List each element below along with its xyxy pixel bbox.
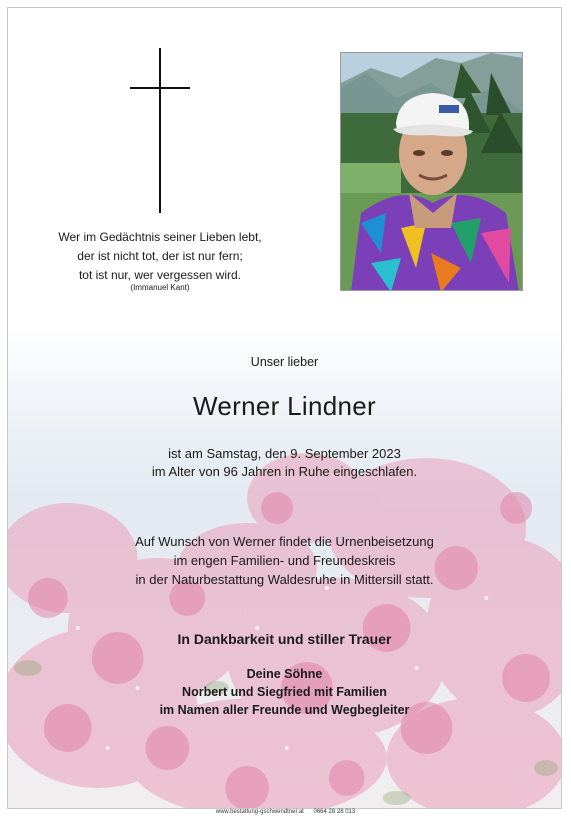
intro-text: Unser lieber <box>250 355 319 369</box>
footer <box>0 809 571 815</box>
quote-line: Wer im Gedächtnis seiner Lieben lebt, <box>58 230 262 244</box>
quote-line: der ist nicht tot, der ist nur fern; <box>77 249 243 263</box>
funeral-info-line: Auf Wunsch von Werner findet die Urnenbeisetzung <box>135 534 434 549</box>
footer-phone: 0664 28 28 013 <box>313 809 356 815</box>
quote-line: tot ist nur, wer vergessen wird. <box>78 268 242 282</box>
obituary-card <box>7 7 562 809</box>
cross-icon <box>130 48 190 213</box>
footer-website[interactable]: www.bestattung-gschwendtner.at <box>215 809 304 815</box>
funeral-info-line: im engen Familien- und Freundeskreis <box>173 553 396 568</box>
quote <box>38 228 282 285</box>
death-notice-line: im Alter von 96 Jahren in Ruhe eingeschlafen. <box>151 464 418 479</box>
deceased-name: Werner Lindner <box>193 391 376 421</box>
funeral-info-line: in der Naturbestattung Waldesruhe in Mittersill statt. <box>135 572 434 587</box>
quote-author: (Immanuel Kant) <box>130 283 190 292</box>
portrait-photo <box>340 52 523 291</box>
closing-line: In Dankbarkeit und stiller Trauer <box>177 631 392 647</box>
signature-line: Deine Söhne <box>246 667 323 681</box>
signature-line: im Namen aller Freunde und Wegbegleiter <box>159 703 410 717</box>
death-notice-line: ist am Samstag, den 9. September 2023 <box>168 446 401 461</box>
signature-line: Norbert und Siegfried mit Familien <box>182 685 387 699</box>
